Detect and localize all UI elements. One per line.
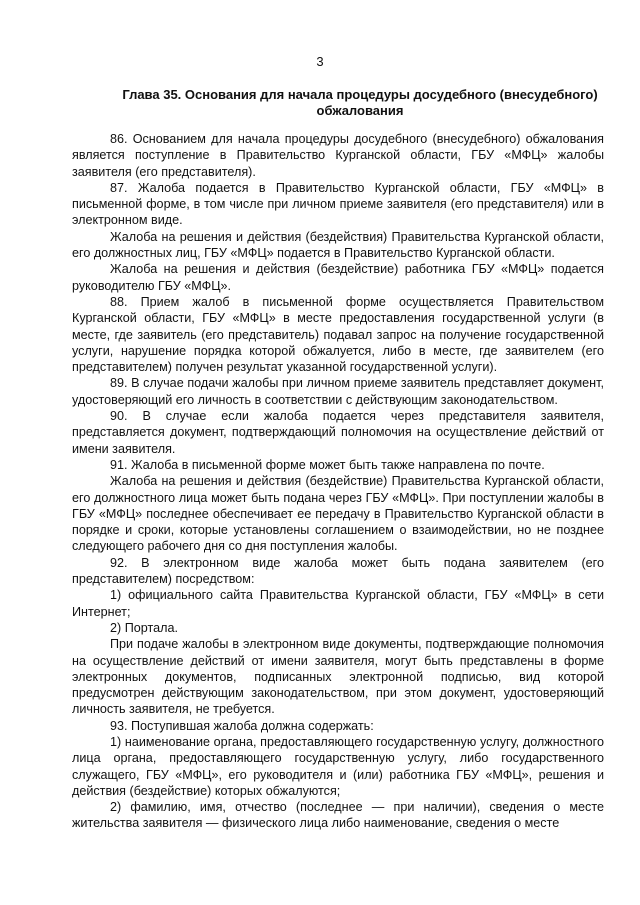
page-number: 3	[316, 54, 324, 69]
paragraph-87-complaint-government: Жалоба на решения и действия (бездействия) Правительства Курганской области, его должностных лиц, ГБУ «МФЦ» подается в Правительство Курганской области.	[72, 229, 604, 261]
paragraph-93-item-2: 2) фамилию, имя, отчество (последнее — при наличии), сведения о месте жительства заявителя — физического лица либо наименование, сведения о месте	[72, 800, 604, 831]
paragraph-92-electronic-documents: При подаче жалобы в электронном виде документы, подтверждающие полномочия на осуществление действий от имени заявителя, могут быть представлены в форме электронных документов, подписанных электронной подписью, вид которой предусмотрен действующим законодательством, при этом документ, удостоверяющий личность заявителя, не требуется.	[72, 637, 604, 717]
paragraph-89: 89. В случае подачи жалобы при личном приеме заявитель представляет документ, удостоверяющий его личность в соответствии с действующим законодательством.	[72, 376, 604, 407]
paragraph-93: 93. Поступившая жалоба должна содержать:	[110, 718, 374, 733]
paragraph-92: 92. В электронном виде жалоба может быть подана заявителем (его представителем) посредством:	[72, 555, 604, 587]
body-text	[72, 131, 604, 832]
paragraph-93-item-1: 1) наименование органа, предоставляющего государственную услугу, должностного лица органа, предоставляющего государственную услугу, либо государственного служащего, ГБУ «МФЦ», его руководителя и (или) работника ГБУ «МФЦ», решения и действия (бездействие) которых обжалуются;	[72, 734, 604, 798]
paragraph-87-complaint-mfc: Жалоба на решения и действия (бездействие) работника ГБУ «МФЦ» подается руководителю ГБУ «МФЦ».	[72, 262, 604, 293]
paragraph-86: 86. Основанием для начала процедуры досудебного (внесудебного) обжалования является поступление в Правительство Курганской области, ГБУ «МФЦ» жалобы заявителя (его представителя).	[72, 132, 604, 179]
chapter-title: Глава 35. Основания для начала процедуры досудебного (внесудебного) обжалования	[122, 87, 598, 118]
paragraph-90: 90. В случае если жалоба подается через представителя заявителя, представляется документ, подтверждающий полномочия на осуществление действий от имени заявителя.	[72, 409, 604, 456]
paragraph-87: 87. Жалоба подается в Правительство Курганской области, ГБУ «МФЦ» в письменной форме, в том числе при личном приеме заявителя (его представителя) или в электронном виде.	[72, 180, 604, 228]
paragraph-92-item-1: 1) официального сайта Правительства Курганской области, ГБУ «МФЦ» в сети Интернет;	[72, 588, 604, 619]
paragraph-91: 91. Жалоба в письменной форме может быть также направлена по почте.	[110, 457, 545, 472]
paragraph-88: 88. Прием жалоб в письменной форме осуществляется Правительством Курганской области, ГБУ «МФЦ» в месте предоставления государственной услуги (в месте, где заявитель (его представитель) подавал запрос на получение государственной услуги, нарушение порядка которой обжалуется, либо в месте, где заявителем (его представителем) получен результат указанной государственной услуги).	[72, 294, 604, 375]
paragraph-91-via-mfc: Жалоба на решения и действия (бездействие) Правительства Курганской области, его должностного лица может быть подана через ГБУ «МФЦ». При поступлении жалобы в ГБУ «МФЦ» последнее обеспечивает ее передачу в Правительство Курганской области в порядке и сроки, которые установлены соглашением о взаимодействии, но не позднее следующего рабочего дня со дня поступления жалобы.	[72, 474, 604, 554]
paragraph-92-item-2: 2) Портала.	[110, 620, 178, 635]
